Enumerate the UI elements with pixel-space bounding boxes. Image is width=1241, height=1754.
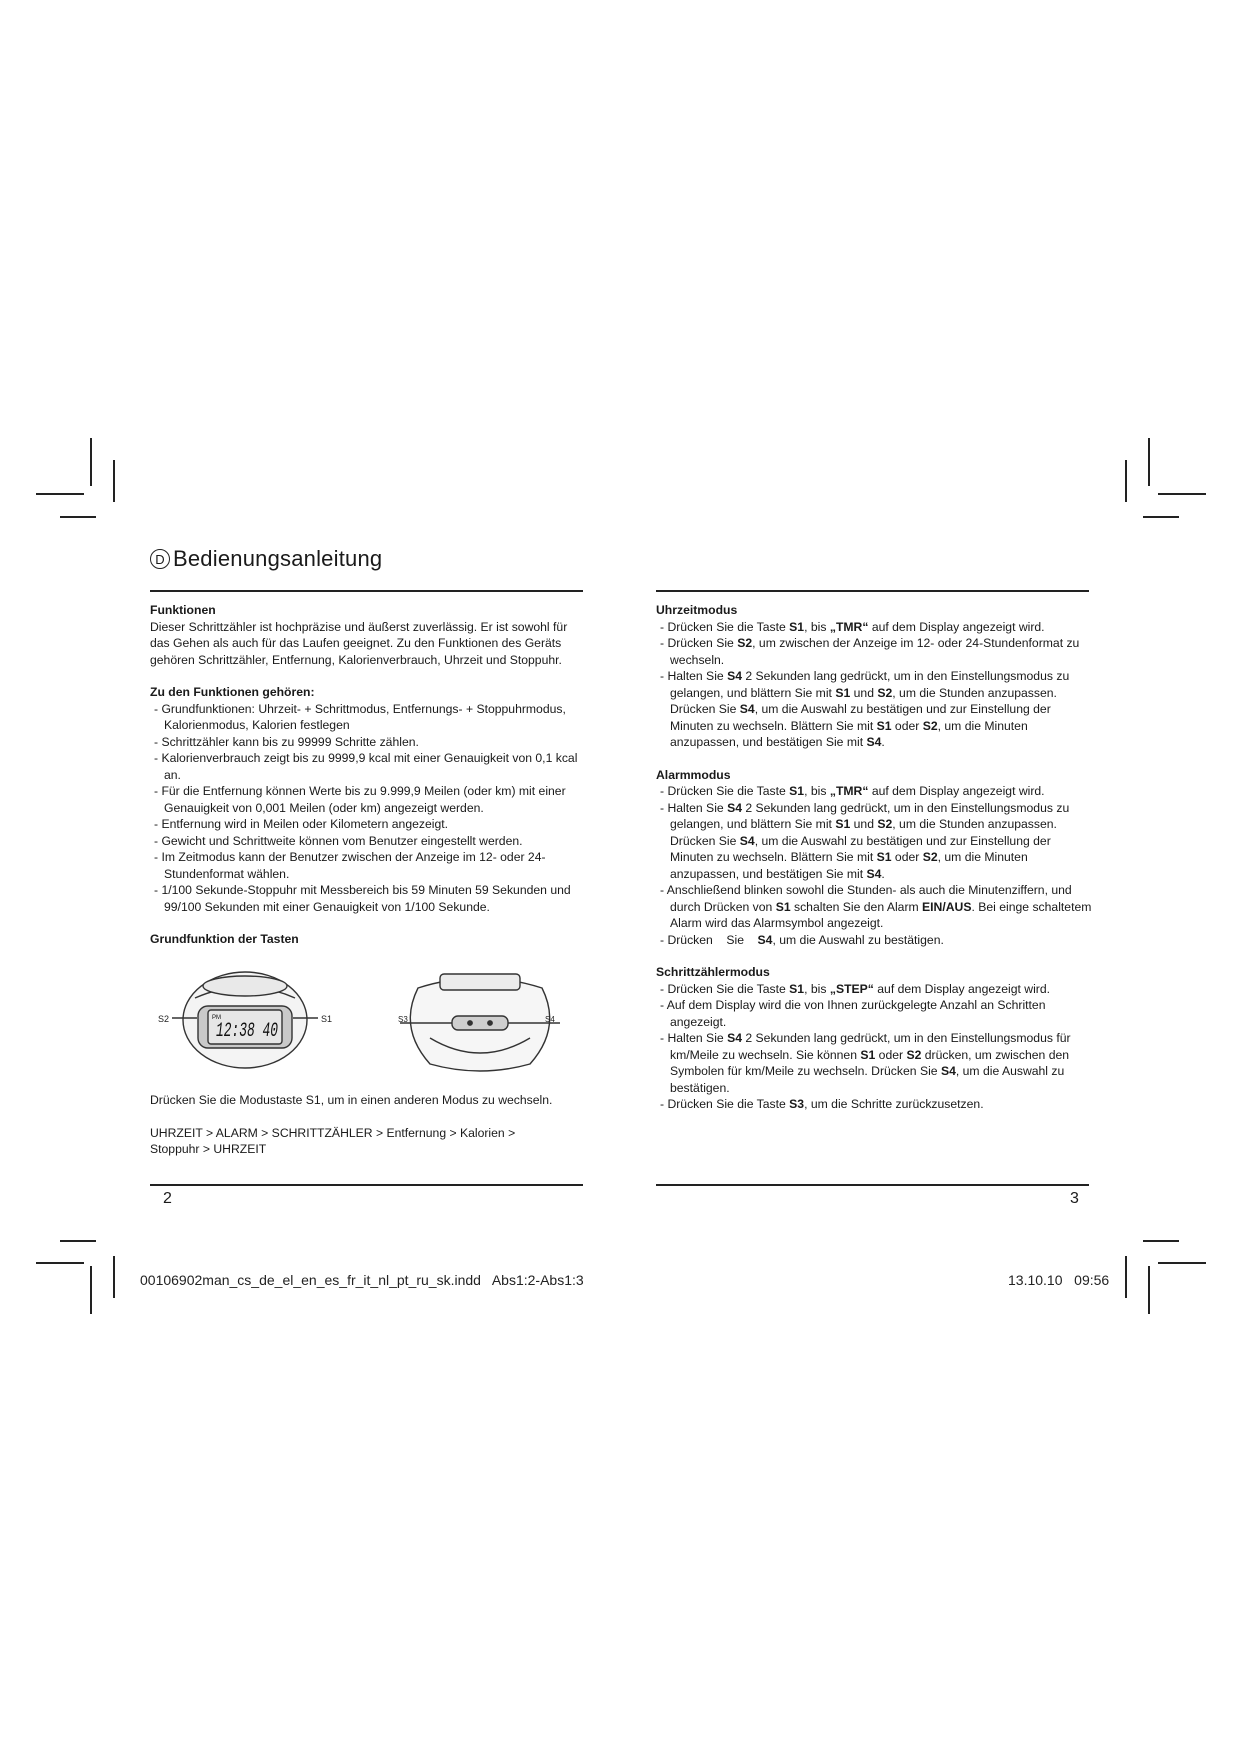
crop-mark	[60, 516, 96, 518]
feature-item: - Für die Entfernung können Werte bis zu 9.999,9 Meilen (oder km) mit einer Genauigkeit von 0,001 Meilen (oder km) angezeigt werden.	[154, 784, 566, 815]
schritt-item: - Auf dem Display wird die von Ihnen zurückgelegte Anzahl an Schritten angezeigt.	[660, 998, 1046, 1029]
funktionen-paragraph: Dieser Schrittzähler ist hochpräzise und äußerst zuverlässig. Er ist sowohl für das Gehen als auch für das Laufen geeignet. Zu den Funktionen des Geräts gehören Schrittzähler, Entfernung, Kalorienverbrauch, Uhrzeit und Stoppuhr.	[150, 619, 568, 667]
button-label-s2: S2	[158, 1014, 170, 1024]
alarm-item: - Drücken Sie S4, um die Auswahl zu bestätigen.	[660, 932, 944, 947]
button-label-s1: S1	[321, 1014, 333, 1024]
alarm-item: - Halten Sie S4 2 Sekunden lang gedrückt, um in den Einstellungsmodus zu gelangen, und blättern Sie mit S1 und S2, um die Stunden anzupassen. Drücken Sie S4, um die Auswahl zu bestätigen und zur Einstellung der Minuten zu wechseln. Blättern Sie mit S1 oder S2, um die Minuten anzupassen, und bestätigen Sie mit S4.	[660, 800, 1070, 881]
feature-item: - Im Zeitmodus kann der Benutzer zwischen der Anzeige im 12- oder 24-Stundenformat wählen.	[154, 850, 546, 881]
schritt-item: - Halten Sie S4 2 Sekunden lang gedrückt, um in den Einstellungsmodus für km/Meile zu wechseln. Sie können S1 oder S2 drücken, um zwischen den Symbolen für km/Meile zu wechseln. Drücken Sie S4, um die Auswahl zu bestätigen.	[660, 1031, 1071, 1095]
crop-mark	[1143, 1240, 1179, 1242]
button-label-s3: S3	[398, 1015, 408, 1024]
crop-mark	[90, 1266, 92, 1314]
feature-item: - Schrittzähler kann bis zu 99999 Schritte zählen.	[154, 734, 419, 749]
uhrzeit-item: - Drücken Sie die Taste S1, bis „TMR“ auf dem Display angezeigt wird.	[660, 619, 1045, 634]
crop-mark	[1148, 1266, 1150, 1314]
alarm-item: - Drücken Sie die Taste S1, bis „TMR“ auf dem Display angezeigt wird.	[660, 784, 1045, 798]
page-title: Bedienungsanleitung	[173, 546, 383, 571]
crop-mark	[90, 438, 92, 486]
button-label-s4: S4	[545, 1015, 555, 1024]
pedometer-diagram	[150, 968, 555, 1078]
alarm-heading: Alarmmodus	[656, 767, 731, 782]
feature-item: - Entfernung wird in Meilen oder Kilometern angezeigt.	[154, 817, 449, 831]
feature-item: - Kalorienverbrauch zeigt bis zu 9999,9 kcal mit einer Genauigkeit von 0,1 kcal an.	[154, 751, 578, 782]
crop-mark	[36, 1262, 84, 1264]
crop-mark	[1125, 1256, 1127, 1298]
bottom-rule-left	[150, 1184, 583, 1186]
page-header	[150, 546, 382, 572]
crop-mark	[36, 493, 84, 495]
crop-mark	[1148, 438, 1150, 486]
feature-item: - Grundfunktionen: Uhrzeit- + Schrittmodus, Entfernungs- + Stoppuhrmodus, Kalorienmodus, Kalorien festlegen	[154, 701, 566, 732]
crop-mark	[113, 1256, 115, 1298]
crop-mark	[113, 460, 115, 502]
crop-mark	[1158, 493, 1206, 495]
page-number-right: 3	[1070, 1190, 1079, 1207]
top-rule-right	[656, 590, 1089, 592]
left-column-bottom	[150, 1092, 590, 1158]
schritt-heading: Schrittzählermodus	[656, 965, 770, 979]
crop-mark	[1125, 460, 1127, 502]
footer-date: 13.10.10 09:56	[1008, 1272, 1110, 1288]
crop-mark	[60, 1240, 96, 1242]
right-column	[656, 602, 1096, 1113]
feature-item: - Gewicht und Schrittweite können vom Benutzer eingestellt werden.	[154, 833, 523, 848]
crop-mark	[1143, 516, 1179, 518]
top-rule-left	[150, 590, 583, 592]
crop-mark	[1158, 1262, 1206, 1264]
features-heading: Zu den Funktionen gehören:	[150, 685, 315, 699]
funktionen-heading: Funktionen	[150, 603, 216, 617]
schritt-item: - Drücken Sie die Taste S1, bis „STEP“ auf dem Display angezeigt wird.	[660, 981, 1051, 996]
page-number-left: 2	[163, 1190, 172, 1207]
uhrzeit-item: - Halten Sie S4 2 Sekunden lang gedrückt, um in den Einstellungsmodus zu gelangen, und blättern Sie mit S1 und S2, um die Stunden anzupassen. Drücken Sie S4, um die Auswahl zu bestätigen und zur Einstellung der Minuten zu wechseln. Blättern Sie mit S1 oder S2, um die Minuten anzupassen, und bestätigen Sie mit S4.	[660, 669, 1070, 749]
mode-instruction: Drücken Sie die Modustaste S1, um in einen anderen Modus zu wechseln.	[150, 1093, 553, 1107]
tasten-heading: Grundfunktion der Tasten	[150, 932, 299, 946]
alarm-item: - Anschließend blinken sowohl die Stunden- als auch die Minutenziffern, und durch Drücken von S1 schalten Sie den Alarm EIN/AUS. Bei einge schaltetem Alarm wird das Alarmsymbol angezeigt.	[660, 883, 1092, 930]
left-column	[150, 602, 590, 948]
pedometer-back-illustration	[400, 974, 560, 1071]
mode-sequence: UHRZEIT > ALARM > SCHRITTZÄHLER > Entfernung > Kalorien > Stoppuhr > UHRZEIT	[150, 1125, 516, 1156]
bottom-rule-right	[656, 1184, 1089, 1186]
language-badge: D	[150, 549, 170, 569]
footer-filename: 00106902man_cs_de_el_en_es_fr_it_nl_pt_ru_sk.indd Abs1:2-Abs1:3	[140, 1272, 584, 1288]
feature-item: - 1/100 Sekunde-Stoppuhr mit Messbereich bis 59 Minuten 59 Sekunden und 99/100 Sekunden mit einer Genauigkeit von 1/100 Sekunde.	[154, 883, 571, 914]
schritt-item: - Drücken Sie die Taste S3, um die Schritte zurückzusetzen.	[660, 1097, 984, 1111]
uhrzeit-item: - Drücken Sie S2, um zwischen der Anzeige im 12- oder 24-Stundenformat zu wechseln.	[660, 636, 1090, 667]
uhrzeit-heading: Uhrzeitmodus	[656, 603, 738, 617]
pm-indicator: PM	[212, 1015, 221, 1021]
lcd-display-value: 12:38 40	[216, 1020, 278, 1043]
